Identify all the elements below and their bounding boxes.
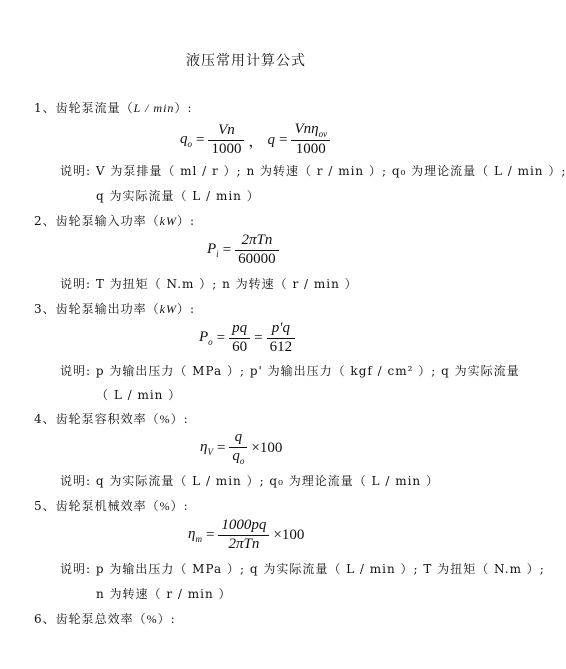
formula-2-num: 2πTn <box>235 233 279 251</box>
formula-3-fraction-2 <box>267 321 296 356</box>
formula-2-lhs-sub: i <box>216 249 219 260</box>
section-2-note-line-1: 说明: T 为扭矩（ N.m ）; n 为转速（ r / min ） <box>60 277 358 291</box>
formula-3-lhs: P <box>199 329 209 346</box>
formula-3-fraction-1 <box>229 321 250 356</box>
formula-1-comma: ， <box>248 133 264 150</box>
section-6-header-unit: % <box>146 612 158 626</box>
section-1-header-suffix: ）: <box>174 101 193 115</box>
section-2-header-suffix: ）: <box>176 214 196 228</box>
formula-5-fraction <box>218 518 269 553</box>
formula-5-lhs-sub: m <box>195 534 202 545</box>
formula-1-lhs2: q <box>267 131 275 148</box>
formula-4-num: q <box>229 430 247 448</box>
formula-3-frac1-den: 60 <box>232 338 248 355</box>
page-title: 液压常用计算公式 <box>186 53 306 69</box>
section-4-header-suffix: ）: <box>170 412 189 426</box>
section-2-formula: $P_i$ = $\frac{\text{2πTn}}{60000}$ <box>207 233 279 268</box>
section-1-note-line-1: 说明: V 为泵排量（ ml / r ）; n 为转速（ r / min ）; q₀ 为理论流量（ L / min ）; <box>60 164 566 178</box>
formula-5-den: 2πTn <box>228 535 260 552</box>
formula-3-lhs-sub: o <box>208 337 213 348</box>
formula-3-frac2-den: 612 <box>269 338 293 355</box>
section-3-header-suffix: ）: <box>176 302 196 316</box>
formula-4-tail: ×100 <box>251 439 283 456</box>
section-5-header-suffix: ）: <box>170 499 189 513</box>
section-1-header-prefix: 1、齿轮泵流量（ <box>34 101 134 115</box>
formula-5-tail: ×100 <box>273 526 305 543</box>
section-1-header <box>34 99 192 116</box>
formula-4-lhs-sub: V <box>207 447 213 458</box>
section-6-header-prefix: 6、齿轮泵总效率（ <box>34 612 147 626</box>
section-6-header <box>34 610 176 627</box>
formula-4-fraction <box>229 430 247 466</box>
section-3-header-prefix: 3、齿轮泵输出功率（ <box>34 302 160 316</box>
section-3-note-line-1: 说明: p 为输出压力（ MPa ）; p' 为输出压力（ kgf / cm² ）; q 为实际流量 <box>60 364 520 378</box>
formula-4-den-sub: o <box>239 455 245 466</box>
formula-4-lhs: η <box>200 439 208 456</box>
section-1-header-unit: L / min <box>133 101 175 115</box>
formula-1-frac1-num: Vn <box>208 123 244 141</box>
formula-3-frac1-num: pq <box>229 321 250 339</box>
formula-5-lhs: η <box>188 526 196 543</box>
section-1-note-line-2: q 为实际流量（ L / min ） <box>96 189 260 203</box>
section-2-header <box>34 212 195 229</box>
section-2-header-unit: kW <box>159 214 177 228</box>
formula-1-fraction-1 <box>208 123 244 158</box>
formula-1-fraction-2 <box>291 122 330 158</box>
formula-2-fraction <box>235 233 279 268</box>
formula-3-frac2-num: p'q <box>267 321 296 339</box>
formula-1-frac1-den: 1000 <box>211 140 242 157</box>
section-2-header-prefix: 2、齿轮泵输入功率（ <box>34 214 160 228</box>
section-5-formula: $\eta_m$ = $\frac{1000pq}{\text{2πTn}}$ ×100 <box>188 517 305 552</box>
section-3-header-unit: kW <box>159 302 177 316</box>
formula-5-num: 1000pq <box>218 518 269 536</box>
section-4-header <box>34 410 189 427</box>
formula-1-frac2-num: Vnη <box>294 121 319 137</box>
section-6-header-suffix: ）: <box>157 612 176 626</box>
section-5-header <box>34 497 189 514</box>
formula-1-lhs-sub: o <box>187 139 192 150</box>
section-5-note-line-2: n 为转速（ r / min ） <box>96 587 232 601</box>
section-1-formula: $q_o$ = $\frac{Vn}{1000}$ ， q = $\frac{Vn\eta_{ov}}{1000}$ <box>180 122 330 158</box>
formula-2-den: 60000 <box>238 250 276 267</box>
section-3-formula: $P_o$ = $\frac{pq}{60}$ = $\frac{p'q}{612}$ <box>199 321 295 356</box>
formula-1-frac2-den: 1000 <box>295 141 326 158</box>
section-4-header-unit: % <box>159 412 171 426</box>
section-5-note-line-1: 说明: p 为输出压力（ MPa ）; q 为实际流量（ L / min ）; T 为扭矩（ N.m ）; <box>60 562 545 576</box>
formula-4-den: q <box>232 447 240 464</box>
section-4-note-line-1: 说明: q 为实际流量（ L / min ）; q₀ 为理论流量（ L / min ） <box>60 474 439 488</box>
section-5-header-prefix: 5、齿轮泵机械效率（ <box>34 499 160 513</box>
section-4-header-prefix: 4、齿轮泵容积效率（ <box>34 412 160 426</box>
section-3-header <box>34 300 195 317</box>
section-5-header-unit: % <box>159 499 171 513</box>
formula-1-frac2-num-sub: ov <box>318 129 328 139</box>
section-4-formula: $\eta_V$ = $\frac{q}{q_o}$ ×100 <box>200 429 283 466</box>
section-3-note-line-2: （ L / min ） <box>96 388 182 402</box>
formula-2-lhs: P <box>207 241 217 258</box>
formula-1-lhs: q <box>180 131 188 148</box>
